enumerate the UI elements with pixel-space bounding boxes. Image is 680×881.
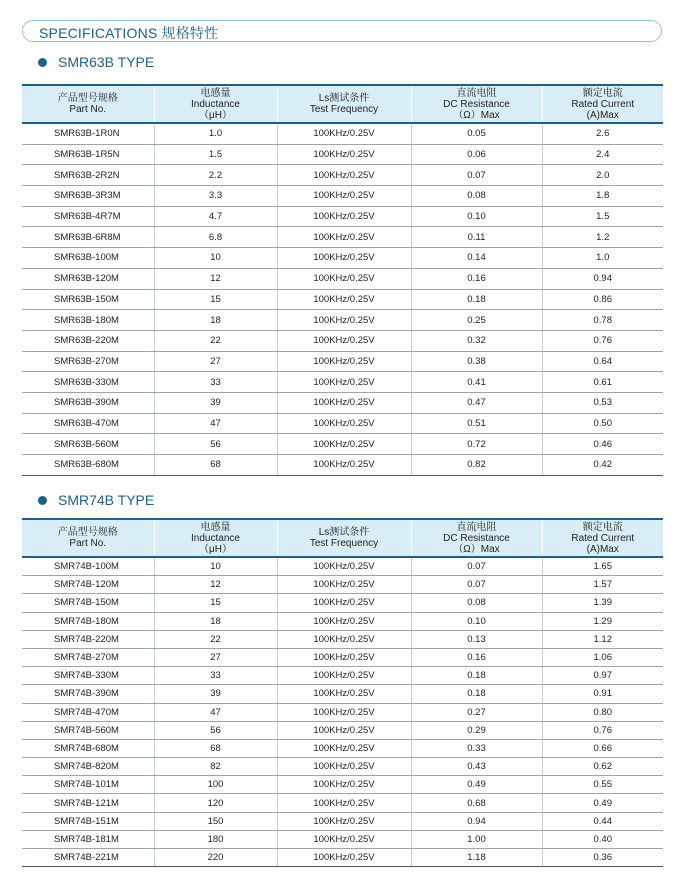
test-frequency-cell: 100KHz/0.25V xyxy=(277,830,411,848)
table-row xyxy=(22,576,663,594)
spec-table-smr63b xyxy=(22,84,663,476)
dc-resistance-cell: 0.38 xyxy=(411,351,542,372)
table-row xyxy=(22,758,663,776)
section-title: SMR74B TYPE xyxy=(58,492,155,508)
table-row xyxy=(22,685,663,703)
dc-resistance-cell: 0.43 xyxy=(411,758,542,776)
part-number-cell: SMR63B-180M xyxy=(22,310,154,331)
inductance-cell: 22 xyxy=(154,330,277,351)
part-number-cell: SMR63B-680M xyxy=(22,455,154,476)
inductance-cell: 47 xyxy=(154,413,277,434)
rated-current-cell: 0.80 xyxy=(542,703,663,721)
table-row xyxy=(22,849,663,867)
table-row xyxy=(22,594,663,612)
inductance-cell: 3.3 xyxy=(154,186,277,207)
part-number-cell: SMR74B-120M xyxy=(22,576,154,594)
rated-current-cell: 1.29 xyxy=(542,612,663,630)
inductance-cell: 12 xyxy=(154,576,277,594)
part-number-cell: SMR63B-3R3M xyxy=(22,186,154,207)
table-row xyxy=(22,434,663,455)
rated-current-cell: 0.78 xyxy=(542,310,663,331)
rated-current-cell: 0.46 xyxy=(542,434,663,455)
part-number-cell: SMR63B-330M xyxy=(22,372,154,393)
table-row xyxy=(22,776,663,794)
inductance-cell: 18 xyxy=(154,612,277,630)
part-number-cell: SMR63B-100M xyxy=(22,248,154,269)
rated-current-cell: 0.53 xyxy=(542,392,663,413)
test-frequency-cell: 100KHz/0.25V xyxy=(277,330,411,351)
rated-current-cell: 0.76 xyxy=(542,721,663,739)
test-frequency-cell: 100KHz/0.25V xyxy=(277,612,411,630)
part-number-cell: SMR74B-680M xyxy=(22,739,154,757)
page-title: SPECIFICATIONS 规格特性 xyxy=(39,25,219,41)
rated-current-cell: 2.4 xyxy=(542,144,663,165)
table-row xyxy=(22,165,663,186)
test-frequency-cell: 100KHz/0.25V xyxy=(277,289,411,310)
table-row xyxy=(22,392,663,413)
dc-resistance-cell: 0.16 xyxy=(411,648,542,666)
inductance-cell: 39 xyxy=(154,685,277,703)
part-number-cell: SMR74B-101M xyxy=(22,776,154,794)
test-frequency-cell: 100KHz/0.25V xyxy=(277,648,411,666)
part-number-cell: SMR63B-1R5N xyxy=(22,144,154,165)
rated-current-cell: 0.55 xyxy=(542,776,663,794)
test-frequency-cell: 100KHz/0.25V xyxy=(277,630,411,648)
inductance-cell: 68 xyxy=(154,455,277,476)
part-number-cell: SMR74B-180M xyxy=(22,612,154,630)
table-header-row xyxy=(22,519,663,557)
part-number-cell: SMR74B-390M xyxy=(22,685,154,703)
part-number-cell: SMR63B-4R7M xyxy=(22,206,154,227)
table-row xyxy=(22,721,663,739)
specifications-banner xyxy=(22,20,662,42)
part-number-cell: SMR74B-820M xyxy=(22,758,154,776)
column-header-rated-current: 额定电流 Rated Current (A)Max xyxy=(542,85,663,123)
inductance-cell: 56 xyxy=(154,434,277,455)
table-row xyxy=(22,830,663,848)
test-frequency-cell: 100KHz/0.25V xyxy=(277,576,411,594)
inductance-cell: 82 xyxy=(154,758,277,776)
column-header-dc-resistance: 直流电阻 DC Resistance （Ω）Max xyxy=(411,519,542,557)
dc-resistance-cell: 0.07 xyxy=(411,165,542,186)
dc-resistance-cell: 0.51 xyxy=(411,413,542,434)
rated-current-cell: 0.64 xyxy=(542,351,663,372)
test-frequency-cell: 100KHz/0.25V xyxy=(277,812,411,830)
inductance-cell: 15 xyxy=(154,594,277,612)
table-row xyxy=(22,455,663,476)
rated-current-cell: 1.57 xyxy=(542,576,663,594)
dc-resistance-cell: 0.29 xyxy=(411,721,542,739)
dc-resistance-cell: 0.16 xyxy=(411,268,542,289)
test-frequency-cell: 100KHz/0.25V xyxy=(277,434,411,455)
test-frequency-cell: 100KHz/0.25V xyxy=(277,186,411,207)
inductance-cell: 68 xyxy=(154,739,277,757)
dc-resistance-cell: 0.82 xyxy=(411,455,542,476)
dc-resistance-cell: 0.07 xyxy=(411,557,542,576)
dc-resistance-cell: 0.94 xyxy=(411,812,542,830)
dc-resistance-cell: 0.10 xyxy=(411,612,542,630)
table-row xyxy=(22,612,663,630)
rated-current-cell: 0.50 xyxy=(542,413,663,434)
rated-current-cell: 0.36 xyxy=(542,849,663,867)
rated-current-cell: 2.6 xyxy=(542,123,663,144)
test-frequency-cell: 100KHz/0.25V xyxy=(277,685,411,703)
rated-current-cell: 0.76 xyxy=(542,330,663,351)
part-number-cell: SMR63B-270M xyxy=(22,351,154,372)
inductance-cell: 27 xyxy=(154,351,277,372)
dc-resistance-cell: 0.41 xyxy=(411,372,542,393)
part-number-cell: SMR74B-220M xyxy=(22,630,154,648)
inductance-cell: 12 xyxy=(154,268,277,289)
dc-resistance-cell: 1.18 xyxy=(411,849,542,867)
test-frequency-cell: 100KHz/0.25V xyxy=(277,165,411,186)
table-row xyxy=(22,144,663,165)
test-frequency-cell: 100KHz/0.25V xyxy=(277,703,411,721)
rated-current-cell: 0.40 xyxy=(542,830,663,848)
rated-current-cell: 1.5 xyxy=(542,206,663,227)
dc-resistance-cell: 0.72 xyxy=(411,434,542,455)
rated-current-cell: 0.61 xyxy=(542,372,663,393)
dc-resistance-cell: 0.10 xyxy=(411,206,542,227)
part-number-cell: SMR63B-6R8M xyxy=(22,227,154,248)
rated-current-cell: 0.91 xyxy=(542,685,663,703)
test-frequency-cell: 100KHz/0.25V xyxy=(277,206,411,227)
table-row xyxy=(22,351,663,372)
table-row xyxy=(22,667,663,685)
table-row xyxy=(22,703,663,721)
part-number-cell: SMR74B-121M xyxy=(22,794,154,812)
inductance-cell: 1.5 xyxy=(154,144,277,165)
part-number-cell: SMR74B-151M xyxy=(22,812,154,830)
spec-table-smr74b xyxy=(22,518,663,867)
rated-current-cell: 1.0 xyxy=(542,248,663,269)
dc-resistance-cell: 0.32 xyxy=(411,330,542,351)
table-header-row xyxy=(22,85,663,123)
dc-resistance-cell: 0.18 xyxy=(411,289,542,310)
test-frequency-cell: 100KHz/0.25V xyxy=(277,776,411,794)
inductance-cell: 10 xyxy=(154,557,277,576)
inductance-cell: 22 xyxy=(154,630,277,648)
dc-resistance-cell: 0.06 xyxy=(411,144,542,165)
inductance-cell: 120 xyxy=(154,794,277,812)
rated-current-cell: 0.66 xyxy=(542,739,663,757)
part-number-cell: SMR74B-100M xyxy=(22,557,154,576)
dc-resistance-cell: 0.13 xyxy=(411,630,542,648)
rated-current-cell: 0.62 xyxy=(542,758,663,776)
column-header-inductance: 电感量 Inductance （μH） xyxy=(154,85,277,123)
test-frequency-cell: 100KHz/0.25V xyxy=(277,351,411,372)
dc-resistance-cell: 0.18 xyxy=(411,667,542,685)
table-row xyxy=(22,739,663,757)
test-frequency-cell: 100KHz/0.25V xyxy=(277,310,411,331)
inductance-cell: 47 xyxy=(154,703,277,721)
test-frequency-cell: 100KHz/0.25V xyxy=(277,123,411,144)
part-number-cell: SMR63B-390M xyxy=(22,392,154,413)
test-frequency-cell: 100KHz/0.25V xyxy=(277,413,411,434)
rated-current-cell: 0.44 xyxy=(542,812,663,830)
inductance-cell: 6.8 xyxy=(154,227,277,248)
test-frequency-cell: 100KHz/0.25V xyxy=(277,721,411,739)
dc-resistance-cell: 0.11 xyxy=(411,227,542,248)
rated-current-cell: 0.42 xyxy=(542,455,663,476)
inductance-cell: 15 xyxy=(154,289,277,310)
inductance-cell: 10 xyxy=(154,248,277,269)
test-frequency-cell: 100KHz/0.25V xyxy=(277,392,411,413)
part-number-cell: SMR63B-220M xyxy=(22,330,154,351)
inductance-cell: 56 xyxy=(154,721,277,739)
part-number-cell: SMR63B-1R0N xyxy=(22,123,154,144)
rated-current-cell: 1.39 xyxy=(542,594,663,612)
test-frequency-cell: 100KHz/0.25V xyxy=(277,849,411,867)
part-number-cell: SMR63B-150M xyxy=(22,289,154,310)
table-row xyxy=(22,123,663,144)
inductance-cell: 2.2 xyxy=(154,165,277,186)
table-row xyxy=(22,268,663,289)
test-frequency-cell: 100KHz/0.25V xyxy=(277,557,411,576)
part-number-cell: SMR63B-470M xyxy=(22,413,154,434)
part-number-cell: SMR74B-330M xyxy=(22,667,154,685)
table-row xyxy=(22,372,663,393)
column-header-part: 产品型号规格 Part No. xyxy=(22,519,154,557)
column-header-part: 产品型号规格 Part No. xyxy=(22,85,154,123)
dc-resistance-cell: 0.08 xyxy=(411,594,542,612)
part-number-cell: SMR74B-221M xyxy=(22,849,154,867)
dc-resistance-cell: 0.27 xyxy=(411,703,542,721)
column-header-rated-current: 额定电流 Rated Current (A)Max xyxy=(542,519,663,557)
test-frequency-cell: 100KHz/0.25V xyxy=(277,455,411,476)
table-row xyxy=(22,630,663,648)
dc-resistance-cell: 0.18 xyxy=(411,685,542,703)
bullet-icon xyxy=(38,58,47,67)
test-frequency-cell: 100KHz/0.25V xyxy=(277,372,411,393)
table-row xyxy=(22,186,663,207)
dc-resistance-cell: 0.33 xyxy=(411,739,542,757)
rated-current-cell: 2.0 xyxy=(542,165,663,186)
table-row xyxy=(22,812,663,830)
test-frequency-cell: 100KHz/0.25V xyxy=(277,794,411,812)
inductance-cell: 100 xyxy=(154,776,277,794)
table-row xyxy=(22,413,663,434)
column-header-dc-resistance: 直流电阻 DC Resistance （Ω）Max xyxy=(411,85,542,123)
inductance-cell: 33 xyxy=(154,372,277,393)
section-header-smr74b xyxy=(38,492,154,508)
test-frequency-cell: 100KHz/0.25V xyxy=(277,248,411,269)
part-number-cell: SMR74B-181M xyxy=(22,830,154,848)
test-frequency-cell: 100KHz/0.25V xyxy=(277,739,411,757)
section-header-smr63b xyxy=(38,54,154,70)
table-row xyxy=(22,206,663,227)
rated-current-cell: 1.65 xyxy=(542,557,663,576)
test-frequency-cell: 100KHz/0.25V xyxy=(277,667,411,685)
inductance-cell: 4.7 xyxy=(154,206,277,227)
table-row xyxy=(22,794,663,812)
part-number-cell: SMR74B-270M xyxy=(22,648,154,666)
table-row xyxy=(22,310,663,331)
part-number-cell: SMR63B-560M xyxy=(22,434,154,455)
rated-current-cell: 1.2 xyxy=(542,227,663,248)
dc-resistance-cell: 0.05 xyxy=(411,123,542,144)
table-row xyxy=(22,227,663,248)
column-header-test-frequency: Ls测试条件 Test Frequency xyxy=(277,519,411,557)
dc-resistance-cell: 0.25 xyxy=(411,310,542,331)
rated-current-cell: 0.49 xyxy=(542,794,663,812)
section-title: SMR63B TYPE xyxy=(58,54,155,70)
rated-current-cell: 1.8 xyxy=(542,186,663,207)
test-frequency-cell: 100KHz/0.25V xyxy=(277,144,411,165)
inductance-cell: 220 xyxy=(154,849,277,867)
dc-resistance-cell: 0.68 xyxy=(411,794,542,812)
inductance-cell: 1.0 xyxy=(154,123,277,144)
part-number-cell: SMR63B-120M xyxy=(22,268,154,289)
part-number-cell: SMR74B-150M xyxy=(22,594,154,612)
rated-current-cell: 0.94 xyxy=(542,268,663,289)
test-frequency-cell: 100KHz/0.25V xyxy=(277,268,411,289)
dc-resistance-cell: 0.49 xyxy=(411,776,542,794)
inductance-cell: 27 xyxy=(154,648,277,666)
part-number-cell: SMR74B-560M xyxy=(22,721,154,739)
inductance-cell: 39 xyxy=(154,392,277,413)
column-header-test-frequency: Ls测试条件 Test Frequency xyxy=(277,85,411,123)
bullet-icon xyxy=(38,496,47,505)
part-number-cell: SMR63B-2R2N xyxy=(22,165,154,186)
dc-resistance-cell: 0.07 xyxy=(411,576,542,594)
test-frequency-cell: 100KHz/0.25V xyxy=(277,594,411,612)
inductance-cell: 33 xyxy=(154,667,277,685)
dc-resistance-cell: 0.47 xyxy=(411,392,542,413)
rated-current-cell: 0.86 xyxy=(542,289,663,310)
test-frequency-cell: 100KHz/0.25V xyxy=(277,227,411,248)
dc-resistance-cell: 0.14 xyxy=(411,248,542,269)
column-header-inductance: 电感量 Inductance （μH） xyxy=(154,519,277,557)
table-row xyxy=(22,557,663,576)
part-number-cell: SMR74B-470M xyxy=(22,703,154,721)
rated-current-cell: 1.12 xyxy=(542,630,663,648)
inductance-cell: 150 xyxy=(154,812,277,830)
table-row xyxy=(22,330,663,351)
table-row xyxy=(22,289,663,310)
inductance-cell: 18 xyxy=(154,310,277,331)
inductance-cell: 180 xyxy=(154,830,277,848)
test-frequency-cell: 100KHz/0.25V xyxy=(277,758,411,776)
table-row xyxy=(22,248,663,269)
rated-current-cell: 0.97 xyxy=(542,667,663,685)
rated-current-cell: 1.06 xyxy=(542,648,663,666)
dc-resistance-cell: 1.00 xyxy=(411,830,542,848)
table-row xyxy=(22,648,663,666)
dc-resistance-cell: 0.08 xyxy=(411,186,542,207)
